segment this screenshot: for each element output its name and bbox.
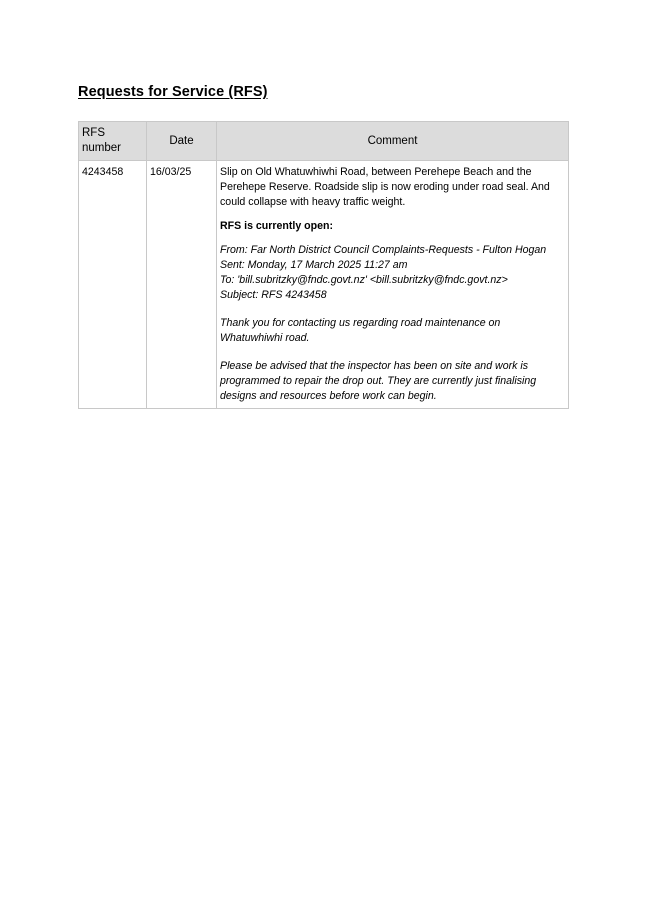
issue-description: Slip on Old Whatuwhiwhi Road, between Perehepe Beach and the Perehepe Reserve. Roadside slip is now eroding under road seal. And could collapse with heavy traffic weight. xyxy=(220,166,550,208)
status-text: RFS is currently open: xyxy=(220,220,334,232)
table-header-row xyxy=(79,122,569,161)
email-to: To: 'bill.subritzky@fndc.govt.nz' <bill.subritzky@fndc.govt.nz> xyxy=(220,274,508,286)
email-from: From: Far North District Council Complaints-Requests - Fulton Hogan xyxy=(220,244,547,256)
date-cell: 16/03/25 xyxy=(147,161,217,409)
email-sent: Sent: Monday, 17 March 2025 11:27 am xyxy=(220,259,408,271)
column-header-rfs-number: RFS number xyxy=(79,122,147,161)
column-header-comment: Comment xyxy=(217,122,569,161)
reply-paragraph-1: Thank you for contacting us regarding road maintenance on Whatuwhiwhi road. xyxy=(220,317,501,344)
reply-paragraph-2: Please be advised that the inspector has been on site and work is programmed to repair the drop out. They are currently just finalising designs and resources before work can begin. xyxy=(220,360,537,402)
rfs-number-cell: 4243458 xyxy=(79,161,147,409)
comment-cell xyxy=(217,161,569,409)
section-heading: Requests for Service (RFS) xyxy=(78,84,268,100)
column-header-date: Date xyxy=(147,122,217,161)
email-header xyxy=(220,243,565,303)
table-row xyxy=(79,161,569,409)
email-subject: Subject: RFS 4243458 xyxy=(220,289,327,301)
rfs-table xyxy=(78,121,569,409)
